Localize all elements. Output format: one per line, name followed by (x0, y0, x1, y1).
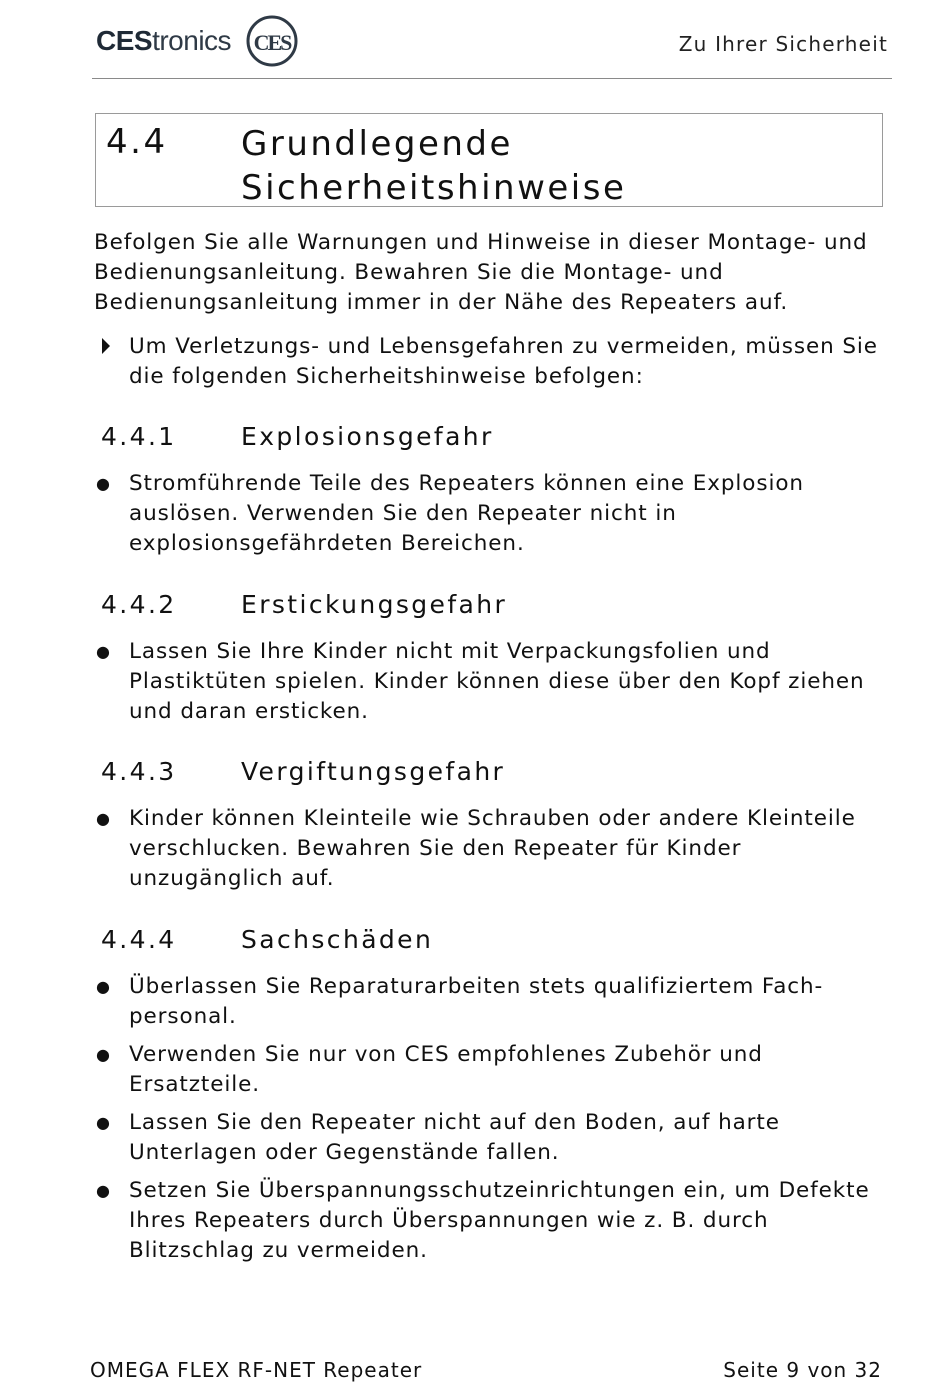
subsection-heading: 4.4.3 Vergiftungsgefahr (101, 757, 506, 786)
ces-logo (96, 14, 299, 68)
header-section-title: Zu Ihrer Sicherheit (678, 32, 888, 56)
list-item: ● Kinder können Kleinteile wie Schrauben oder andere Kleinteile verschlucken. Bewahren Sie den Repeater für Kinder unzugänglich auf. (96, 806, 856, 891)
section-title-line2: Sicherheitshinweise (241, 168, 627, 208)
ces-seal-icon (245, 14, 299, 68)
bullet-icon: ● (96, 1181, 111, 1200)
section-title (241, 122, 761, 210)
subsection-list (94, 637, 894, 735)
subsection-list (94, 804, 894, 902)
intro-paragraph: Befolgen Sie alle Warnungen und Hinweise in dieser Montage- und Bedienungsanleitung. Bewahren Sie die Montage- und Bedienungsanleitung immer in der Nähe des Repeaters auf. (94, 230, 868, 315)
list-item: ● Lassen Sie Ihre Kinder nicht mit Verpackungsfolien und Plastiktüten spielen. Kinder können diese über den Kopf ziehen und daran ersticken. (96, 639, 865, 724)
footer-page-number: Seite 9 von 32 (723, 1358, 882, 1382)
instruction-item (94, 332, 894, 392)
logo-wordmark: CEStronics (96, 25, 232, 56)
intro-block (94, 228, 894, 400)
subsection-heading: 4.4.2 Erstickungsgefahr (101, 590, 508, 619)
section-title-line1: Grundlegende (241, 124, 513, 164)
list-item: ● Setzen Sie Überspannungsschutzeinrichtungen ein, um Defekte Ihres Repeaters durch Überspannungen wie z. B. durch Blitzschlag zu vermeiden. (96, 1178, 870, 1263)
section-number: 4.4 (106, 122, 168, 162)
bullet-icon: ● (96, 1045, 111, 1064)
list-item: ● Stromführende Teile des Repeaters können eine Explosion auslösen. Verwenden Sie den Repeater nicht in explosionsgefährdeten Bereichen. (96, 471, 804, 556)
triangle-right-icon (96, 337, 116, 355)
list-item: ● Lassen Sie den Repeater nicht auf den Boden, auf harte Unterlagen oder Gegenstände fallen. (96, 1110, 780, 1165)
bullet-icon: ● (96, 809, 111, 828)
bullet-icon: ● (96, 474, 111, 493)
instruction-text: Um Verletzungs- und Lebensgefahren zu vermeiden, müssen Sie die folgenden Sicherheitshinweise befolgen: (129, 334, 878, 389)
list-item: ● Verwenden Sie nur von CES empfohlenes Zubehör und Ersatzteile. (96, 1042, 763, 1097)
subsection-heading: 4.4.1 Explosionsgefahr (101, 422, 494, 451)
footer-product: OMEGA FLEX RF-NET Repeater (90, 1358, 423, 1382)
bullet-icon: ● (96, 1113, 111, 1132)
subsection-heading: 4.4.4 Sachschäden (101, 925, 434, 954)
list-item: ● Überlassen Sie Reparaturarbeiten stets qualifiziertem Fach-personal. (96, 974, 824, 1029)
bullet-icon: ● (96, 977, 111, 996)
subsection-list (94, 469, 894, 567)
svg-text:CES: CES (253, 30, 291, 55)
section-heading (95, 113, 883, 207)
subsection-list (94, 972, 894, 1274)
page-header (92, 12, 892, 79)
bullet-icon: ● (96, 642, 111, 661)
